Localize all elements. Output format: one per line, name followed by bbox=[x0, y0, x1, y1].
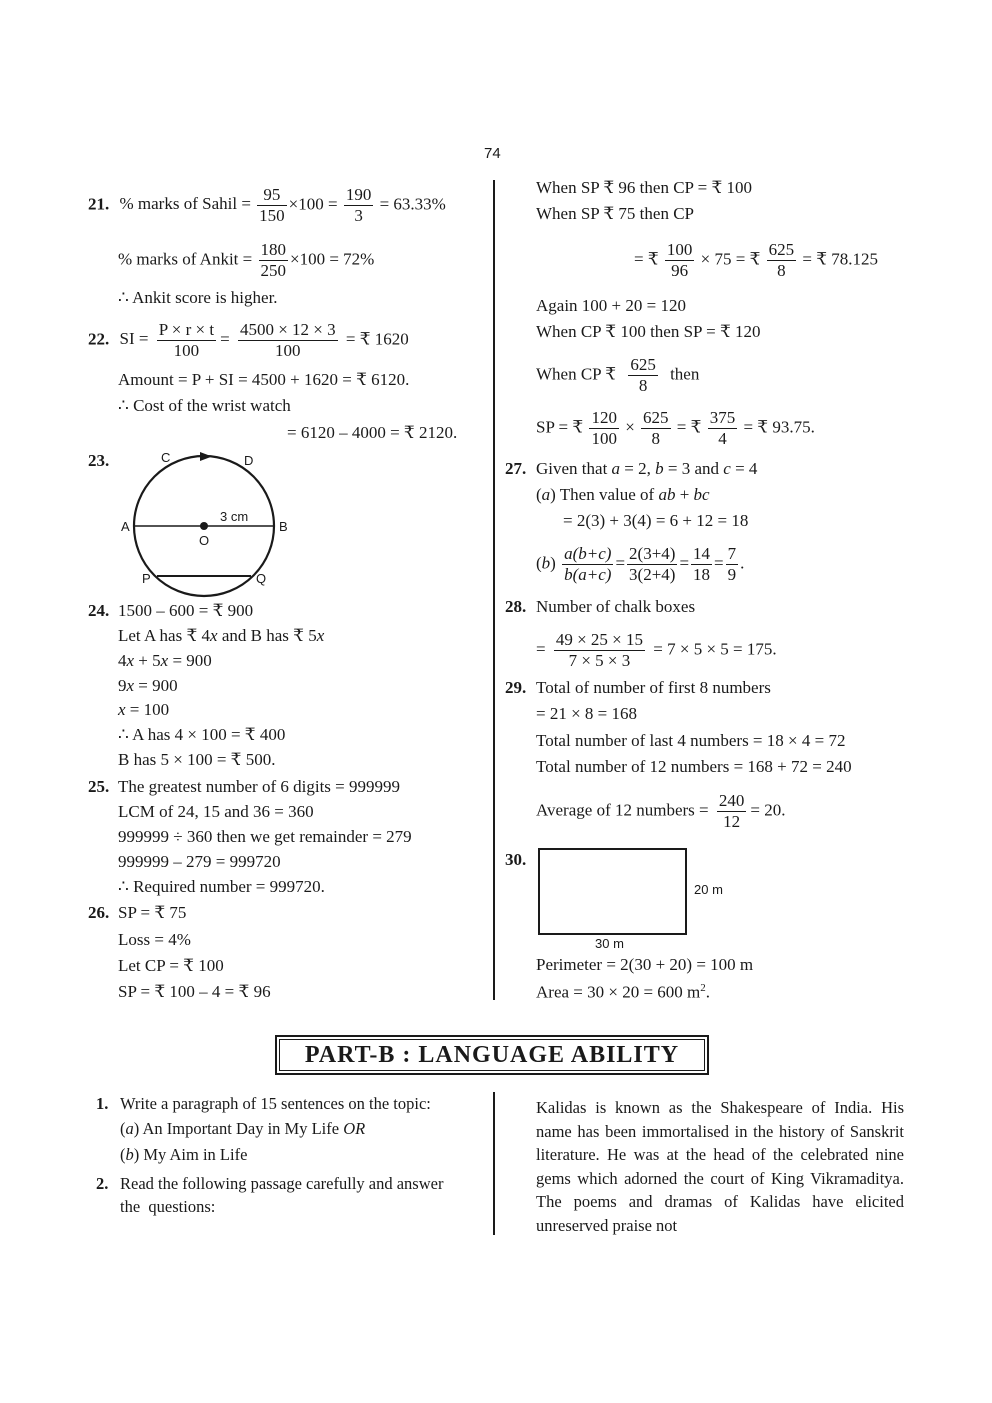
q24-number: 24. bbox=[88, 601, 110, 620]
fraction: $\frac{14}{18}$ bbox=[693, 544, 711, 584]
fraction: $\frac{4500 \times 12 \times 3}{100}$ bbox=[239, 320, 336, 360]
q26-cont-line1: When SP ₹ 96 then CP = ₹ 100 bbox=[536, 178, 753, 197]
fraction: $\frac{625}{8}$ bbox=[643, 408, 669, 448]
q29-line5: Average of 12 numbers = $\frac{240}{12}$ = 20. bbox=[536, 791, 786, 831]
pb-q1-option-a: (a) An Important Day in My Life OR bbox=[120, 1119, 366, 1138]
q24-line: 9x = 900 bbox=[118, 676, 178, 695]
q26-number: 26. bbox=[88, 903, 110, 922]
q29-line3: Total number of last 4 numbers = 18 × 4 = 72 bbox=[536, 731, 846, 750]
q27-part-b: (b) $\frac{a(b+c)}{b(a+c)}$ = $\frac{2(3+4)}{3(2+4)}$ = $\frac{14}{18}$ = $\frac{7}{9}$ . bbox=[536, 544, 745, 584]
q27-line2: (a) Then value of ab + bc bbox=[536, 485, 710, 504]
reading-passage: Kalidas is known as the Shakespeare of India. His name has been immortalised in the history of Sanskrit literature. He was at the head of the celebrated nine gems which adorned the court of King Vikramaditya. The poems and dramas of Kalidas have elicited unreserved praise not bbox=[536, 1098, 904, 1235]
pb-q1-option-b: (b) My Aim in Life bbox=[120, 1145, 248, 1164]
q25-line: ∴ Required number = 999720. bbox=[118, 877, 325, 896]
q25-number: 25. bbox=[88, 777, 110, 796]
q26-line: SP = ₹ 75 bbox=[118, 903, 187, 922]
q26-cont-line2: When SP ₹ 75 then CP bbox=[536, 204, 694, 223]
label-P: P bbox=[142, 571, 151, 586]
q25-line: 999999 – 279 = 999720 bbox=[118, 852, 281, 871]
fraction: $\frac{180}{250}$ bbox=[260, 240, 286, 280]
pb-q2-line1: Read the following passage carefully and answer bbox=[120, 1174, 444, 1193]
q30-number: 30. bbox=[505, 850, 527, 869]
label-C: C bbox=[161, 450, 171, 465]
pb-q1-number: 1. bbox=[96, 1094, 109, 1113]
q28-calc: = $\frac{49 \times 25 \times 15}{7 \times 5 \times 3}$ = 7 × 5 × 5 = 175. bbox=[536, 630, 777, 670]
pb-q1-line1: Write a paragraph of 15 sentences on the topic: bbox=[120, 1094, 431, 1113]
q22-number: 22. bbox=[88, 329, 110, 349]
radius-label: 3 cm bbox=[220, 509, 249, 524]
q24-line: Let A has ₹ 4x and B has ₹ 5x bbox=[118, 626, 325, 645]
fraction: $\frac{100}{96}$ bbox=[666, 240, 693, 280]
q25-line: LCM of 24, 15 and 36 = 360 bbox=[118, 802, 314, 821]
page-number: 74 bbox=[484, 145, 501, 162]
rectangle-diagram bbox=[538, 848, 687, 935]
q27-number: 27. bbox=[505, 459, 527, 478]
q26-line: Loss = 4% bbox=[118, 930, 191, 949]
q24-line: ∴ A has 4 × 100 = ₹ 400 bbox=[118, 725, 286, 744]
q30-perimeter: Perimeter = 2(30 + 20) = 100 m bbox=[536, 955, 754, 974]
label-A: A bbox=[121, 519, 130, 534]
fraction: $\frac{625}{8}$ bbox=[768, 240, 795, 280]
column-divider-top bbox=[493, 180, 495, 1000]
height-label: 20 m bbox=[694, 882, 723, 897]
fraction: $\frac{190}{3}$ bbox=[345, 185, 372, 225]
label-O: O bbox=[199, 533, 210, 548]
q25-line: The greatest number of 6 digits = 999999 bbox=[118, 777, 401, 796]
q23-number: 23. bbox=[88, 451, 110, 470]
fraction: $\frac{P \times r \times t}{100}$ bbox=[158, 320, 215, 360]
pb-q2-line2: the questions: bbox=[120, 1197, 216, 1216]
q29-line4: Total number of 12 numbers = 168 + 72 = 240 bbox=[536, 757, 852, 776]
q24-line: 1500 – 600 = ₹ 900 bbox=[118, 601, 254, 620]
column-divider-bottom bbox=[493, 1092, 495, 1235]
fraction: $\frac{a(b+c)}{b(a+c)}$ bbox=[564, 544, 612, 584]
q26-cont-line3: = ₹ $\frac{100}{96}$ × 75 = ₹ $\frac{625}{8}$ = ₹ 78.125 bbox=[634, 240, 879, 280]
fraction: $\frac{240}{12}$ bbox=[718, 791, 745, 831]
q29-number: 29. bbox=[505, 678, 527, 697]
q21-line2: % marks of Ankit = $\frac{180}{250}$ ×100 = 72% bbox=[118, 240, 375, 280]
q28-line1: Number of chalk boxes bbox=[536, 597, 696, 616]
q27-line1: Given that a = 2, b = 3 and c = 4 bbox=[536, 459, 758, 478]
q24-line: 4x + 5x = 900 bbox=[118, 651, 212, 670]
label-B: B bbox=[279, 519, 288, 534]
label-Q: Q bbox=[256, 571, 267, 586]
q21-line1: 21. % marks of Sahil = $\frac{95}{150}$ ×100 = $\frac{190}{3}$ = 63.33% bbox=[88, 185, 446, 225]
q24-line: B has 5 × 100 = ₹ 500. bbox=[118, 750, 276, 769]
q22-line1: 22. SI = $\frac{P \times r \times t}{100}$ = $\frac{4500 \times 12 \times 3}{100}$ = ₹ 1620 bbox=[88, 320, 409, 360]
fraction: $\frac{2(3+4)}{3(2+4)}$ bbox=[629, 544, 676, 584]
q21-conclusion: ∴ Ankit score is higher. bbox=[118, 288, 278, 307]
q26-cont-line4: Again 100 + 20 = 120 bbox=[536, 296, 686, 315]
label-D: D bbox=[244, 453, 254, 468]
q22-cost-value: = 6120 – 4000 = ₹ 2120. bbox=[287, 423, 458, 442]
q26-line: SP = ₹ 100 – 4 = ₹ 96 bbox=[118, 982, 271, 1001]
q26-line: Let CP = ₹ 100 bbox=[118, 956, 224, 975]
fraction: $\frac{120}{100}$ bbox=[591, 408, 617, 448]
q28-number: 28. bbox=[505, 597, 527, 616]
q24-line: x = 100 bbox=[118, 700, 170, 719]
q22-amount: Amount = P + SI = 4500 + 1620 = ₹ 6120. bbox=[118, 370, 410, 389]
pb-q2-number: 2. bbox=[96, 1174, 109, 1193]
section-title: PART-B : LANGUAGE ABILITY bbox=[275, 1035, 709, 1075]
fraction: $\frac{7}{9}$ bbox=[727, 544, 737, 584]
q22-cost-label: ∴ Cost of the wrist watch bbox=[118, 396, 291, 415]
q30-area: Area = 30 × 20 = 600 $m^2$. bbox=[536, 982, 711, 1002]
q26-cont-line7: SP = ₹ $\frac{120}{100}$ × $\frac{625}{8}$ = ₹ $\frac{375}{4}$ = ₹ 93.75. bbox=[536, 408, 815, 448]
fraction: $\frac{95}{150}$ bbox=[259, 185, 285, 225]
q21-number: 21. bbox=[88, 194, 110, 214]
q26-cont-line6: When CP ₹ $\frac{625}{8}$ then bbox=[536, 355, 700, 395]
q29-line2: = 21 × 8 = 168 bbox=[536, 704, 638, 723]
fraction: $\frac{625}{8}$ bbox=[630, 355, 656, 395]
q27-line3: = 2(3) + 3(4) = 6 + 12 = 18 bbox=[563, 511, 749, 530]
fraction: $\frac{375}{4}$ bbox=[709, 408, 736, 448]
q29-line1: Total of number of first 8 numbers bbox=[536, 678, 771, 697]
width-label: 30 m bbox=[595, 936, 624, 951]
q25-line: 999999 ÷ 360 then we get remainder = 279 bbox=[118, 827, 412, 846]
fraction: $\frac{49 \times 25 \times 15}{7 \times 5 \times 3}$ bbox=[555, 630, 644, 670]
q26-cont-line5: When CP ₹ 100 then SP = ₹ 120 bbox=[536, 322, 761, 341]
